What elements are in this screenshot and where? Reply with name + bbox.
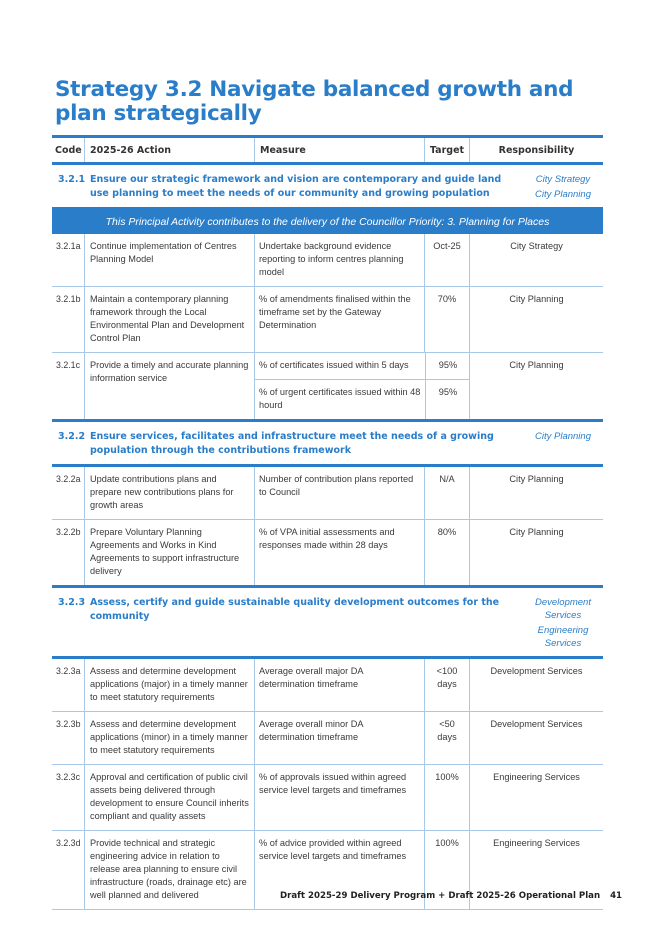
row-measure: Average overall minor DA determination timeframe <box>254 712 424 764</box>
row-target: N/A <box>424 467 469 519</box>
councillor-priority-banner: This Principal Activity contributes to the delivery of the Councillor Priority: 3. Planning for Places <box>52 210 603 234</box>
row-action: Provide a timely and accurate planning information service <box>84 353 254 419</box>
responsibility-item: City Strategy <box>535 174 591 185</box>
row-target: <50 days <box>424 712 469 764</box>
row-measure: % of advice provided within agreed service level targets and timeframes <box>254 831 424 909</box>
row-action: Continue implementation of Centres Planning Model <box>84 234 254 286</box>
table-row <box>52 234 603 287</box>
table-row <box>52 467 603 520</box>
row-action: Update contributions plans and prepare new contributions plans for growth areas <box>84 467 254 519</box>
operational-plan-table <box>52 135 603 910</box>
row-code: 3.2.3b <box>56 719 81 729</box>
header-measure: Measure <box>254 138 424 162</box>
table-row <box>52 520 603 588</box>
header-responsibility: Responsibility <box>469 138 603 162</box>
row-responsibility: City Planning <box>469 353 603 419</box>
row-measure: % of amendments finalised within the timeframe set by the Gateway Determination <box>254 287 424 352</box>
row-action: Assess and determine development applications (minor) in a timely manner to meet statutory requirements <box>84 712 254 764</box>
row-target: 70% <box>424 287 469 352</box>
principal-activity-code: 3.2.2 <box>58 431 86 442</box>
row-responsibility: Development Services <box>469 712 603 764</box>
row-target: 100% <box>424 765 469 830</box>
row-target: Oct-25 <box>424 234 469 286</box>
principal-activity-title: Ensure services, facilitates and infrastructure meet the needs of a growing population through the contributions framework <box>90 431 494 456</box>
row-measure: % of VPA initial assessments and responses made within 28 days <box>254 520 424 585</box>
row-responsibility: Engineering Services <box>469 765 603 830</box>
table-header <box>52 135 603 165</box>
principal-activity-title: Ensure our strategic framework and vision are contemporary and guide land use planning to meet the needs of our community and growing population <box>90 174 502 199</box>
page-number: 41 <box>610 891 623 901</box>
principal-activity-3-2-1 <box>52 165 603 210</box>
row-measures <box>254 353 469 419</box>
row-measure: Number of contribution plans reported to Council <box>254 467 424 519</box>
measure-pair <box>255 379 469 419</box>
principal-activity-3-2-3 <box>52 588 603 659</box>
table-row <box>52 765 603 831</box>
row-target: 100% <box>424 831 469 909</box>
principal-activity-responsibility <box>523 173 603 201</box>
row-measure: Average overall major DA determination timeframe <box>254 659 424 711</box>
row-responsibility: Engineering Services <box>469 831 603 909</box>
header-action: 2025-26 Action <box>84 138 254 162</box>
row-target: 95% <box>425 380 470 419</box>
row-responsibility: City Planning <box>469 287 603 352</box>
principal-activity-responsibility <box>523 430 603 458</box>
table-row <box>52 353 603 422</box>
row-measure: % of urgent certificates issued within 48 hourd <box>259 387 421 410</box>
row-action: Approval and certification of public civil assets being delivered through development to ensure Council inherits compliant and quality assets <box>84 765 254 830</box>
principal-activity-code: 3.2.3 <box>58 597 86 608</box>
row-code: 3.2.2b <box>56 527 81 537</box>
row-code: 3.2.1a <box>56 241 81 251</box>
row-measure: % of certificates issued within 5 days <box>259 360 409 370</box>
responsibility-item: Engineering Services <box>537 625 589 649</box>
table-row <box>52 659 603 712</box>
row-responsibility: City Strategy <box>469 234 603 286</box>
row-action: Provide technical and strategic engineering advice in relation to release area planning to ensure civil infrastructure (roads, drainage etc) are well planned and delivered <box>84 831 254 909</box>
page-footer <box>280 891 622 901</box>
row-code: 3.2.3d <box>56 838 81 848</box>
row-code: 3.2.1b <box>56 294 81 304</box>
principal-activity-code: 3.2.1 <box>58 174 86 185</box>
row-measure: % of approvals issued within agreed service level targets and timeframes <box>254 765 424 830</box>
row-code: 3.2.3a <box>56 666 81 676</box>
row-target: <100 days <box>424 659 469 711</box>
measure-pair <box>255 353 469 379</box>
table-row <box>52 712 603 765</box>
row-code: 3.2.3c <box>56 772 80 782</box>
row-responsibility: Development Services <box>469 659 603 711</box>
table-row <box>52 287 603 353</box>
row-code: 3.2.2a <box>56 474 81 484</box>
row-measure: Undertake background evidence reporting to inform centres planning model <box>254 234 424 286</box>
row-target: 95% <box>425 353 470 379</box>
row-target: 80% <box>424 520 469 585</box>
footer-text: Draft 2025-29 Delivery Program + Draft 2025-26 Operational Plan <box>280 891 601 901</box>
header-code: Code <box>55 144 82 156</box>
principal-activity-responsibility <box>523 596 603 650</box>
responsibility-item: City Planning <box>535 431 591 442</box>
responsibility-item: Development Services <box>535 597 591 621</box>
row-action: Prepare Voluntary Planning Agreements and Works in Kind Agreements to support infrastructure delivery <box>84 520 254 585</box>
row-action: Maintain a contemporary planning framework through the Local Environmental Plan and Development Control Plan <box>84 287 254 352</box>
header-target: Target <box>424 138 469 162</box>
row-code: 3.2.1c <box>56 360 80 370</box>
principal-activity-3-2-2 <box>52 422 603 467</box>
responsibility-item: City Planning <box>535 189 591 200</box>
principal-activity-title: Assess, certify and guide sustainable quality development outcomes for the community <box>90 597 500 622</box>
row-action: Assess and determine development applications (major) in a timely manner to meet statutory requirements <box>84 659 254 711</box>
row-responsibility: City Planning <box>469 520 603 585</box>
page-title: Strategy 3.2 Navigate balanced growth and plan strategically <box>55 77 574 126</box>
row-responsibility: City Planning <box>469 467 603 519</box>
